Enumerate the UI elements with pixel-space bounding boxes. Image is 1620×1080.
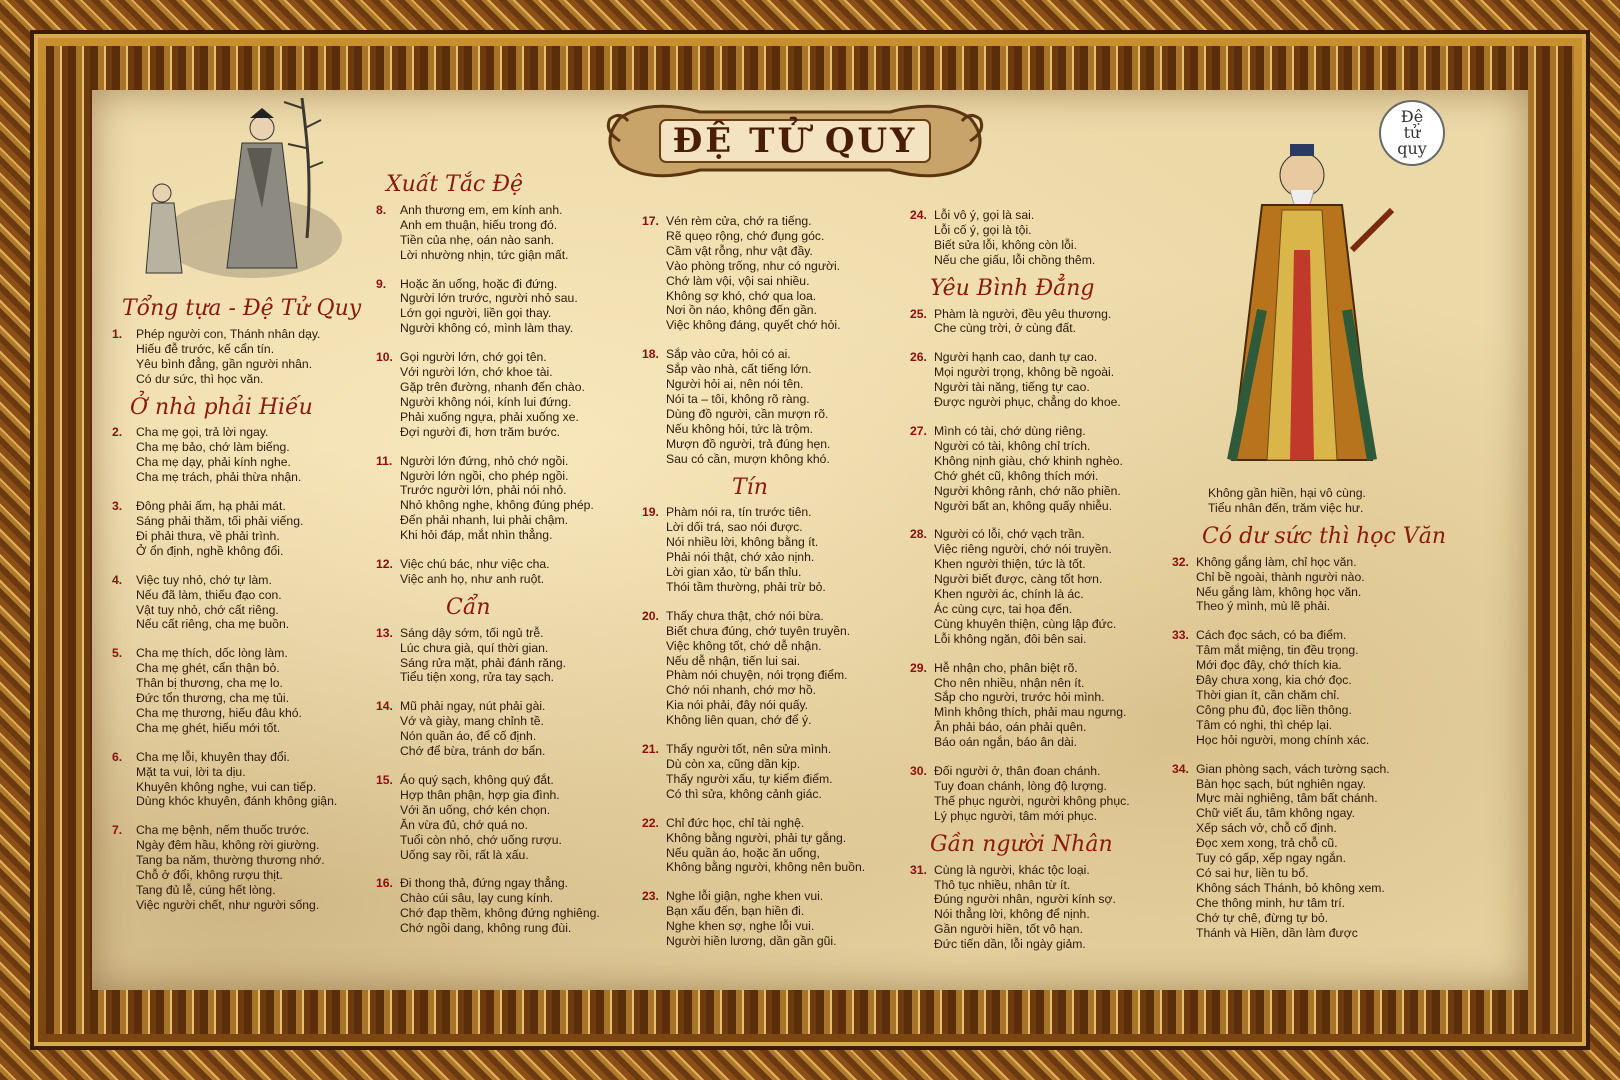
verse-line: Vén rèm cửa, chớ ra tiếng. <box>666 214 812 228</box>
verse-line: Khen người thiện, tức là tốt. <box>934 557 1086 572</box>
verse-7 <box>112 823 361 912</box>
verse-line: Người không nói, kính lui đứng. <box>400 394 572 409</box>
verse-line: Việc người chết, như người sống. <box>136 897 320 912</box>
verse-line: Nhỏ không nghe, không đúng phép. <box>400 498 594 513</box>
verse-line: Cha mẹ bảo, chớ làm biếng. <box>136 440 290 455</box>
verse-number: 33. <box>1172 628 1189 643</box>
verse-18 <box>642 347 865 466</box>
verse-line: Việc riêng người, chớ nói truyền. <box>934 542 1112 557</box>
verse-line: Có sai hư, liền tu bổ. <box>1196 865 1309 880</box>
verse-33 <box>1172 628 1446 747</box>
verse-line: Lời gian xảo, từ bẩn thỉu. <box>666 565 802 580</box>
verse-line: Nếu quần áo, hoặc ăn uống, <box>666 845 820 860</box>
verse-number: 14. <box>376 699 393 714</box>
verse-line: Chớ nói nhanh, chớ mơ hồ. <box>666 683 816 698</box>
verse-number: 29. <box>910 660 927 675</box>
verse-line: Việc chú bác, như việc cha. <box>400 557 550 572</box>
verse-line: Thánh và Hiền, dần làm được <box>1196 925 1358 940</box>
verse-line: Lỗi cố ý, gọi là tội. <box>934 222 1032 237</box>
verse-line: Tiểu tiện xong, rửa tay sạch. <box>400 670 555 685</box>
verse-20 <box>642 609 865 728</box>
verse-line: Dùng đồ người, cần mượn rõ. <box>666 406 829 421</box>
verse-line: Chớ để bừa, tránh dơ bẩn. <box>400 744 546 759</box>
verse-number: 12. <box>376 557 393 572</box>
verse-11 <box>376 454 600 543</box>
verse-line: Chớ đạp thềm, không đứng nghiêng. <box>400 906 600 921</box>
verse-19 <box>642 505 865 594</box>
verse-number: 10. <box>376 350 393 365</box>
verse-line: Báo oán ngắn, báo ân dài. <box>934 735 1077 750</box>
verse-number: 15. <box>376 773 393 787</box>
verse-line: Tuổi còn nhỏ, chớ uống rượu. <box>400 832 562 847</box>
verse-10 <box>376 350 600 439</box>
verse-line: Phải xuống ngựa, phải xuống xe. <box>400 409 579 424</box>
verse-line: Che thông minh, hư tâm trí. <box>1196 895 1346 910</box>
verse-line: Nếu dễ nhận, tiến lui sai. <box>666 653 801 668</box>
verse-28 <box>910 527 1130 646</box>
verse-line: Người tài năng, tiếng tự cao. <box>934 380 1090 395</box>
verse-line: Mũ phải ngay, nút phải gài. <box>400 699 546 714</box>
verse-number: 1. <box>112 326 123 341</box>
verse-line: Ân phải báo, oán phải quên. <box>934 720 1087 735</box>
verse-line: Ăn vừa đủ, chớ quá no. <box>400 817 528 832</box>
verse-line: Chỗ ở đổi, không rượu thịt. <box>136 868 283 883</box>
verse-line: Đức tổn thương, cha mẹ tủi. <box>136 691 290 706</box>
verse-line: Phép người con, Thánh nhân dạy. <box>136 326 321 341</box>
verse-line: Thô tục nhiều, nhân từ ít. <box>934 877 1071 892</box>
verse-line: Dùng khóc khuyên, đánh không giận. <box>136 794 338 809</box>
verse-line: Học hỏi người, mong chính xác. <box>1196 732 1370 747</box>
verse-line: Không nịnh giàu, chớ khinh nghèo. <box>934 453 1123 468</box>
verse-number: 30. <box>910 764 927 779</box>
verse-line: Ác cùng cực, tai họa đến. <box>934 601 1073 616</box>
verse-line: Che cùng trời, ở cùng đất. <box>934 321 1076 336</box>
verse-number: 8. <box>376 202 387 217</box>
verse-line: Đến phải nhanh, lui phải chậm. <box>400 513 569 528</box>
verse-line: Có dư sức, thì học văn. <box>136 371 264 386</box>
verse-line: Cha mẹ lỗi, khuyên thay đổi. <box>136 749 290 764</box>
verse-number: 7. <box>112 823 123 838</box>
verse-line: Phàm là người, đều yêu thương. <box>934 306 1112 321</box>
verse-line: Thói tầm thường, phải trừ bỏ. <box>666 579 826 594</box>
verse-line: Nói thẳng lời, không để nịnh. <box>934 907 1090 922</box>
verse-line: Khen người ác, chính là ác. <box>934 587 1084 602</box>
verse-line: Nói ta – tôi, không rõ ràng. <box>666 391 810 406</box>
verse-5 <box>112 646 361 735</box>
verse-number: 22. <box>642 815 659 830</box>
verse-line: Người không rảnh, chớ não phiền. <box>934 483 1121 498</box>
verse-line: Sắp cho người, trước hỏi mình. <box>934 690 1105 705</box>
section-heading-o-nha-phai-hieu: Ở nhà phải Hiếu <box>130 394 313 420</box>
text-column-4 <box>910 208 1130 966</box>
verse-number: 11. <box>376 453 393 468</box>
verse-number: 18. <box>642 347 659 362</box>
section-heading-tin: Tín <box>732 474 768 500</box>
verse-line: Nghe lỗi giận, nghe khen vui. <box>666 889 824 904</box>
verse-number: 19. <box>642 505 659 520</box>
verse-line: Tuy đoan chánh, lòng độ lượng. <box>934 779 1107 793</box>
verse-line: Lớn gọi người, liền gọi thay. <box>400 306 552 321</box>
verse-line: Tiền của nhẹ, oán nào sanh. <box>400 232 555 247</box>
verse-line: Lý phục người, tâm mới phục. <box>934 808 1098 823</box>
verse-number: 5. <box>112 646 123 661</box>
verse-8 <box>376 203 600 263</box>
verse-line: Có thì sửa, không cảnh giác. <box>666 786 822 801</box>
verse-number: 32. <box>1172 554 1189 569</box>
verse-line: Chớ ghét cũ, không thích mới. <box>934 468 1099 483</box>
verse-line: Nếu cất riêng, cha mẹ buồn. <box>136 617 290 632</box>
verse-line: Cho nên nhiều, nhận nên ít. <box>934 675 1085 690</box>
verse-number: 24. <box>910 208 927 222</box>
section-heading-xuat-tac-de: Xuất Tắc Đệ <box>386 172 524 197</box>
verse-line: Lỗi vô ý, gọi là sai. <box>934 208 1035 222</box>
verse-line: Sáng rửa mặt, phải đánh răng. <box>400 655 567 670</box>
verse-line: Xếp sách vở, chỗ cố định. <box>1196 821 1337 836</box>
verse-line: Người hạnh cao, danh tự cao. <box>934 350 1098 365</box>
verse-line: Sáng dậy sớm, tối ngủ trễ. <box>400 625 544 640</box>
verse-line: Mọi người trọng, không bề ngoài. <box>934 365 1115 380</box>
verse-line: Cha mẹ bệnh, nếm thuốc trước. <box>136 823 310 838</box>
verse-number: 28. <box>910 527 927 542</box>
section-heading-gan-nguoi-nhan: Gần người Nhân <box>930 831 1113 857</box>
text-column-1 <box>112 298 361 927</box>
verse-number: 23. <box>642 889 659 904</box>
verse-line: Yêu bình đẳng, gần người nhân. <box>136 356 313 371</box>
verse-line: Gần người hiền, tốt vô hạn. <box>934 922 1083 937</box>
verse-line: Sáng phải thăm, tối phải viếng. <box>136 513 304 528</box>
verse-line: Hoặc ăn uống, hoặc đi đứng. <box>400 276 558 291</box>
verse-line: Khuyên không nghe, vui can tiếp. <box>136 779 317 794</box>
verse-number: 4. <box>112 572 123 587</box>
verse-line: Không liên quan, chớ để ý. <box>666 713 812 728</box>
verse-line: Phải nói thật, chớ xảo nịnh. <box>666 550 815 565</box>
verse-line: Nói nhiều lời, không bằng ít. <box>666 535 819 550</box>
verse-line: Hiếu đễ trước, kế cẩn tín. <box>136 341 275 356</box>
verse-line: Thân bị thương, cha mẹ lo. <box>136 676 283 691</box>
verse-25 <box>910 307 1130 337</box>
verse-line: Không sợ khó, chớ qua loa. <box>666 288 817 303</box>
verse-line: Sau có cần, mượn không khó. <box>666 451 830 466</box>
verse-line: Mượn đồ người, trả đúng hẹn. <box>666 436 831 451</box>
verse-line: Biết chưa đúng, chớ tuyên truyền. <box>666 623 851 638</box>
verse-line: Đông phải ấm, hạ phải mát. <box>136 499 286 514</box>
verse-line: Việc anh họ, như anh ruột. <box>400 571 545 586</box>
verse-21 <box>642 742 865 802</box>
verse-22 <box>642 816 865 876</box>
verse-line: Người hỏi ai, nên nói tên. <box>666 377 804 392</box>
verse-line: Vớ và giày, mang chỉnh tề. <box>400 714 544 729</box>
page-title: ĐỆ TỬ QUY <box>672 121 918 161</box>
verse-line: Vào phòng trống, như có người. <box>666 258 841 273</box>
verse-line: Nón quần áo, để cố định. <box>400 729 537 744</box>
verse-26 <box>910 350 1130 410</box>
verse-line: Chỉ bề ngoài, thành người nào. <box>1196 569 1365 584</box>
verse-line: Nếu che giấu, lỗi chồng thêm. <box>934 252 1096 267</box>
verse-16 <box>376 876 600 936</box>
verse-line: Cha mẹ dạy, phải kính nghe. <box>136 455 291 470</box>
verse-line: Đợi người đi, hơn trăm bước. <box>400 424 561 439</box>
verse-31-continued <box>1172 486 1446 516</box>
verse-line: Người hiền lương, dần gần gũi. <box>666 934 837 949</box>
verse-line: Chớ làm vội, vội sai nhiều. <box>666 273 810 288</box>
verse-line: Tuy có gấp, xếp ngay ngắn. <box>1196 851 1346 866</box>
verse-line: Cha mẹ thương, hiếu đâu khó. <box>136 705 302 720</box>
verse-number: 27. <box>910 423 927 438</box>
verse-line: Việc tuy nhỏ, chớ tự làm. <box>136 572 272 587</box>
verse-2 <box>112 425 361 485</box>
verse-line: Lời dối trá, sao nói được. <box>666 520 803 535</box>
master-student-illustration <box>102 90 342 293</box>
verse-line: Với người lớn, chớ khoe tài. <box>400 365 553 380</box>
section-heading-tong-tua: Tổng tựa - Đệ Tử Quy <box>122 296 362 321</box>
verse-line: Mình không thích, phải mau ngưng. <box>934 705 1127 720</box>
verse-line: Biết sửa lỗi, không còn lỗi. <box>934 237 1077 252</box>
verse-line: Thấy người xấu, tự kiểm điểm. <box>666 771 833 786</box>
verse-line: Chớ tự chê, đừng tự bỏ. <box>1196 910 1329 925</box>
verse-line: Vật tuy nhỏ, chớ cất riêng. <box>136 602 279 617</box>
verse-line: Anh thương em, em kính anh. <box>400 202 563 217</box>
verse-line: Tiểu nhân đến, trăm việc hư. <box>1208 500 1364 515</box>
verse-24 <box>910 208 1130 268</box>
verse-number: 17. <box>642 214 659 228</box>
verse-line: Tang ba năm, thường thương nhớ. <box>136 853 325 868</box>
verse-line: Nếu không hỏi, tức là trộm. <box>666 421 814 436</box>
verse-line: Thấy người tốt, nên sửa mình. <box>666 742 832 757</box>
verse-32 <box>1172 555 1446 615</box>
logo-line-1: Đệ <box>1400 107 1424 126</box>
verse-line: Sắp vào cửa, hỏi có ai. <box>666 347 791 362</box>
verse-number: 25. <box>910 306 927 321</box>
text-column-2 <box>376 174 600 950</box>
verse-line: Mình có tài, chớ dùng riêng. <box>934 423 1086 438</box>
verse-line: Tâm có nghi, thì chép lại. <box>1196 717 1333 732</box>
verse-6 <box>112 750 361 810</box>
verse-line: Cha mẹ thích, dốc lòng làm. <box>136 646 288 661</box>
verse-line: Thế phục người, người không phục. <box>934 793 1130 808</box>
verse-line: Gian phòng sạch, vách tường sạch. <box>1196 761 1390 776</box>
verse-line: Thấy chưa thật, chớ nói bừa. <box>666 608 824 623</box>
title-plaque <box>590 98 1000 184</box>
verse-line: Theo ý mình, mù lẽ phải. <box>1196 599 1331 614</box>
verse-1 <box>112 327 361 387</box>
verse-line: Nếu gắng làm, không học văn. <box>1196 584 1362 599</box>
verse-line: Cách đọc sách, có ba điểm. <box>1196 628 1347 643</box>
verse-line: Cùng là người, khác tộc loại. <box>934 862 1090 877</box>
verse-line: Mới đọc đây, chớ thích kia. <box>1196 658 1342 673</box>
verse-line: Cha mẹ trách, phải thừa nhận. <box>136 470 302 485</box>
verse-line: Trước người lớn, phải nói nhỏ. <box>400 483 567 498</box>
verse-line: Đúng người nhân, người kính sợ. <box>934 892 1116 907</box>
verse-3 <box>112 499 361 559</box>
verse-30 <box>910 764 1130 824</box>
verse-line: Cùng khuyên thiện, cùng lập đức. <box>934 616 1117 631</box>
verse-number: 6. <box>112 749 123 764</box>
verse-line: Lỗi không ngăn, đôi bên sai. <box>934 631 1087 646</box>
verse-line: Hợp thân phận, hợp gia đình. <box>400 787 560 802</box>
verse-line: Cha mẹ ghét, hiếu mới tốt. <box>136 720 281 735</box>
verse-line: Người có lỗi, chớ vạch trần. <box>934 527 1085 542</box>
verse-14 <box>376 699 600 759</box>
verse-number: 21. <box>642 742 659 757</box>
verse-line: Người lớn trước, người nhỏ sau. <box>400 291 578 306</box>
verse-line: Ở ổn định, nghề không đổi. <box>136 543 284 558</box>
logo-line-2: tử <box>1403 123 1421 142</box>
verse-line: Đi thong thả, đứng ngay thẳng. <box>400 876 569 891</box>
verse-23 <box>642 889 865 949</box>
verse-line: Anh em thuận, hiếu trong đó. <box>400 217 558 232</box>
verse-line: Người lớn ngồi, cho phép ngồi. <box>400 468 569 483</box>
verse-line: Rẽ quẹo rộng, chớ đụng góc. <box>666 228 825 243</box>
verse-line: Không bằng người, phải tự gắng. <box>666 830 847 845</box>
verse-line: Không gắng làm, chỉ học văn. <box>1196 554 1357 569</box>
verse-line: Kia nói phải, đây nói quấy. <box>666 698 809 713</box>
verse-line: Người có tài, không chỉ trích. <box>934 438 1091 453</box>
verse-line: Phàm nói ra, tín trước tiên. <box>666 505 812 520</box>
verse-line: Người lớn đứng, nhỏ chớ ngồi. <box>400 453 569 468</box>
verse-number: 20. <box>642 608 659 623</box>
verse-17 <box>642 214 865 333</box>
verse-line: Uống say rồi, rất là xấu. <box>400 847 529 862</box>
verse-line: Nơi ồn náo, không đến gần. <box>666 303 817 318</box>
verse-line: Không bằng người, không nên buồn. <box>666 860 866 875</box>
verse-line: Người biết được, càng tốt hơn. <box>934 572 1103 587</box>
parchment <box>92 90 1528 990</box>
verse-line: Được người phục, chẳng do khoe. <box>934 395 1121 410</box>
verse-line: Đức tiến dần, lỗi ngày giảm. <box>934 937 1086 952</box>
verse-line: Tang đủ lễ, cúng hết lòng. <box>136 883 276 897</box>
verse-number: 13. <box>376 625 393 640</box>
verse-line: Gọi người lớn, chớ gọi tên. <box>400 350 547 365</box>
verse-line: Lúc chưa già, quí thời gian. <box>400 640 549 655</box>
verse-line: Cầm vật rỗng, như vật đầy. <box>666 243 813 258</box>
verse-number: 2. <box>112 425 123 440</box>
section-heading-co-du-suc: Có dư sức thì học Văn <box>1202 523 1447 549</box>
section-heading-yeu-binh-dang: Yêu Bình Đẳng <box>930 275 1095 301</box>
verse-line: Với ăn uống, chớ kén chọn. <box>400 802 551 817</box>
verse-34 <box>1172 762 1446 941</box>
verse-line: Phàm nói chuyện, nói trọng điểm. <box>666 668 848 683</box>
verse-line: Việc không tốt, chớ dễ nhận. <box>666 638 822 653</box>
verse-number: 26. <box>910 350 927 365</box>
verse-line: Mực mài nghiêng, tâm bất chánh. <box>1196 791 1378 806</box>
verse-line: Công phu đủ, đọc liền thông. <box>1196 702 1352 717</box>
verse-line: Không sách Thánh, bỏ không xem. <box>1196 880 1385 895</box>
verse-15 <box>376 773 600 862</box>
verse-line: Cha mẹ gọi, trả lời ngay. <box>136 425 269 440</box>
confucius-illustration <box>1202 130 1432 480</box>
verse-line: Áo quý sạch, không quý đắt. <box>400 773 554 787</box>
verse-line: Không gần hiền, hại vô cùng. <box>1208 486 1366 500</box>
verse-line: Bạn xấu đến, bạn hiền đi. <box>666 904 805 919</box>
verse-line: Sắp vào nhà, cất tiếng lớn. <box>666 362 812 377</box>
verse-line: Dù còn xa, cũng dần kịp. <box>666 757 801 771</box>
verse-number: 31. <box>910 862 927 877</box>
verse-number: 3. <box>112 499 123 514</box>
verse-line: Đối người ở, thân đoan chánh. <box>934 764 1101 779</box>
verse-line: Cha mẹ ghét, cẩn thận bỏ. <box>136 661 280 676</box>
verse-line: Chớ ngồi dang, không rung đùi. <box>400 921 572 936</box>
logo-line-3: quy <box>1397 139 1427 158</box>
verse-line: Người không có, mình làm thay. <box>400 321 574 336</box>
verse-line: Đi phải thưa, về phải trình. <box>136 528 280 543</box>
verse-number: 34. <box>1172 761 1189 776</box>
verse-line: Gặp trên đường, nhanh đến chào. <box>400 379 585 394</box>
verse-line: Hễ nhận cho, phân biệt rõ. <box>934 660 1078 675</box>
verse-line: Bàn học sạch, bút nghiên ngay. <box>1196 776 1366 791</box>
verse-12 <box>376 557 600 587</box>
text-column-3 <box>642 214 865 963</box>
text-column-5 <box>1172 486 1446 954</box>
verse-13 <box>376 626 600 686</box>
verse-line: Đọc xem xong, trả chỗ cũ. <box>1196 836 1338 851</box>
verse-number: 16. <box>376 876 393 891</box>
verse-line: Đây chưa xong, kia chớ đọc. <box>1196 673 1352 688</box>
verse-line: Chữ viết ẩu, tâm không ngay. <box>1196 806 1356 821</box>
verse-line: Thời gian ít, cần chăm chỉ. <box>1196 687 1340 702</box>
verse-line: Mặt ta vui, lời ta dịu. <box>136 764 246 779</box>
verse-line: Nếu đã làm, thiếu đạo con. <box>136 587 282 602</box>
verse-9 <box>376 277 600 337</box>
verse-27 <box>910 424 1130 513</box>
verse-4 <box>112 573 361 633</box>
verse-line: Chỉ đức học, chỉ tài nghệ. <box>666 815 805 830</box>
verse-line: Khi hỏi đáp, mắt nhìn thẳng. <box>400 528 553 543</box>
verse-line: Người bất an, không quấy nhiễu. <box>934 498 1113 513</box>
verse-line: Tâm mắt miệng, tin đều trọng. <box>1196 643 1359 658</box>
verse-line: Nghe khen sợ, nghe lỗi vui. <box>666 919 815 934</box>
verse-number: 9. <box>376 276 387 291</box>
verse-line: Chào cúi sâu, lạy cung kính. <box>400 891 554 906</box>
verse-29 <box>910 661 1130 750</box>
verse-line: Lời nhường nhịn, tức giận mất. <box>400 247 569 262</box>
verse-line: Việc không đáng, quyết chớ hỏi. <box>666 318 841 333</box>
section-heading-can: Cẩn <box>446 594 491 620</box>
verse-31 <box>910 863 1130 952</box>
verse-line: Ngày đêm hầu, không rời giường. <box>136 838 320 853</box>
